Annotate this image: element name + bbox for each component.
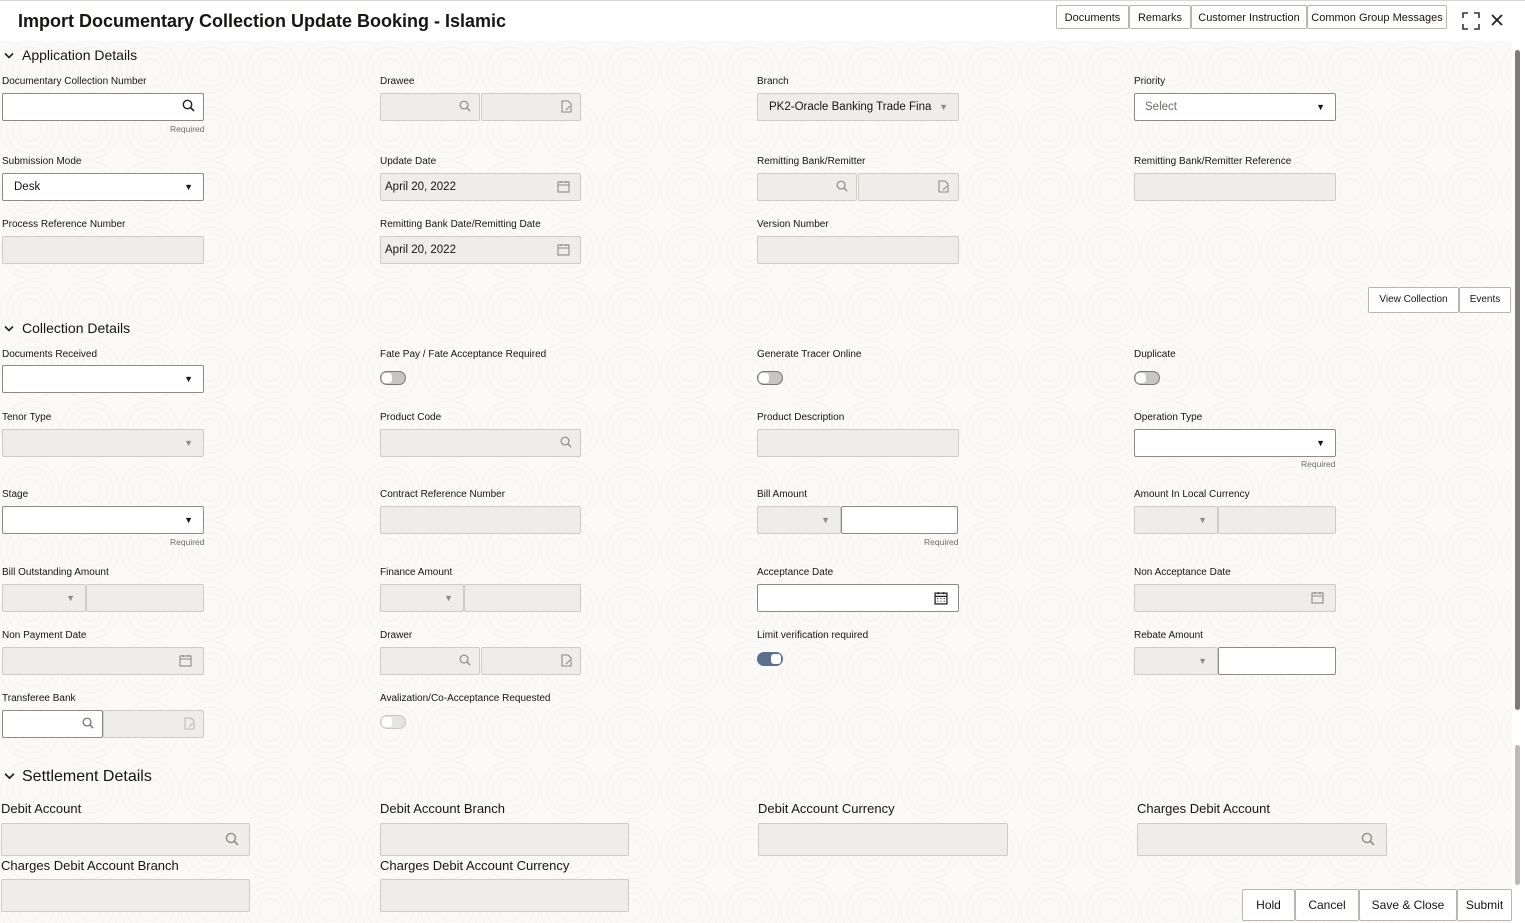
amount-local-currency-select[interactable]: [1134, 506, 1218, 534]
caret-down-icon: ▼: [184, 515, 193, 525]
bill-outstanding-input[interactable]: [86, 584, 204, 612]
search-icon[interactable]: [82, 717, 94, 729]
debit-account-input[interactable]: [1, 823, 250, 856]
documents-received-label: Documents Received: [2, 349, 98, 360]
limit-verification-toggle[interactable]: [757, 652, 783, 666]
section-title-text: Application Details: [22, 47, 138, 63]
fate-pay-toggle[interactable]: [380, 371, 406, 385]
avalization-toggle[interactable]: [380, 715, 406, 729]
caret-down-icon: ▼: [184, 182, 193, 192]
scrollbar-thumb[interactable]: [1515, 50, 1520, 710]
caret-down-icon: ▼: [1316, 438, 1325, 448]
chevron-down-icon: [4, 772, 14, 784]
caret-down-icon: ▼: [935, 94, 948, 120]
non-acceptance-date-label: Non Acceptance Date: [1134, 567, 1231, 578]
debit-account-currency-input[interactable]: [758, 823, 1008, 856]
search-icon[interactable]: [459, 654, 471, 666]
caret-down-icon: ▼: [1198, 515, 1207, 525]
charges-debit-branch-input[interactable]: [1, 879, 250, 912]
caret-down-icon: ▼: [66, 593, 75, 603]
section-settlement-details[interactable]: [4, 768, 152, 786]
tenor-type-select[interactable]: [2, 429, 204, 457]
product-description-label: Product Description: [757, 412, 845, 423]
required-hint: Required: [924, 537, 959, 547]
bill-amount-currency-select[interactable]: [757, 506, 841, 534]
debit-account-branch-input[interactable]: [380, 823, 629, 856]
stage-label: Stage: [2, 489, 29, 500]
caret-down-icon: ▼: [184, 374, 193, 384]
contract-ref-input[interactable]: [380, 506, 581, 534]
calendar-icon[interactable]: [557, 180, 570, 193]
window-header: [0, 0, 1525, 41]
drawer-label: Drawer: [380, 630, 413, 641]
submission-mode-select[interactable]: [2, 173, 204, 201]
priority-select[interactable]: [1134, 93, 1336, 121]
documents-button[interactable]: Documents: [1056, 5, 1129, 29]
update-date-label: Update Date: [380, 156, 437, 167]
charges-debit-branch-label: Charges Debit Account Branch: [1, 858, 179, 873]
product-code-label: Product Code: [380, 412, 442, 423]
page-title: Import Documentary Collection Update Booking - Islamic: [18, 11, 507, 31]
charges-debit-currency-label: Charges Debit Account Currency: [380, 858, 570, 873]
finance-amount-input[interactable]: [464, 584, 581, 612]
chevron-down-icon: [4, 324, 14, 336]
submission-mode-label: Submission Mode: [2, 156, 82, 167]
search-icon[interactable]: [459, 100, 471, 112]
update-date-input[interactable]: [380, 173, 581, 201]
rebate-amount-currency-select[interactable]: [1134, 647, 1218, 675]
required-hint: Required: [170, 124, 205, 134]
section-collection-details[interactable]: [4, 320, 130, 336]
calendar-icon[interactable]: [557, 243, 570, 256]
debit-account-branch-label: Debit Account Branch: [380, 801, 506, 816]
search-icon[interactable]: [1361, 832, 1375, 846]
scrollbar-thumb-secondary[interactable]: [1515, 745, 1520, 885]
stage-select[interactable]: [2, 506, 204, 534]
acceptance-date-label: Acceptance Date: [757, 567, 834, 578]
version-number-input[interactable]: [757, 236, 959, 264]
remarks-button[interactable]: Remarks: [1129, 5, 1191, 29]
customer-instruction-button[interactable]: Customer Instruction: [1191, 5, 1307, 29]
section-title-text: Collection Details: [22, 320, 131, 336]
amount-local-label: Amount In Local Currency: [1134, 489, 1250, 500]
documents-received-select[interactable]: [2, 365, 204, 393]
calendar-icon[interactable]: [934, 591, 948, 605]
expand-icon[interactable]: [1462, 12, 1480, 30]
caret-down-icon: ▼: [184, 438, 193, 448]
caret-down-icon: ▼: [821, 515, 830, 525]
acceptance-date-input[interactable]: [757, 584, 959, 612]
bill-outstanding-currency-select[interactable]: [2, 584, 86, 612]
update-date-value: April 20, 2022: [385, 181, 456, 193]
transferee-bank-label: Transferee Bank: [2, 693, 76, 704]
document-edit-icon[interactable]: [561, 100, 572, 113]
remitting-bank-date-input[interactable]: [380, 236, 581, 264]
hold-button[interactable]: Hold: [1242, 889, 1295, 921]
caret-down-icon: ▼: [1198, 656, 1207, 666]
product-code-input[interactable]: [380, 429, 581, 457]
document-edit-icon[interactable]: [561, 654, 572, 667]
remitting-bank-date-label: Remitting Bank Date/Remitting Date: [380, 219, 541, 230]
fate-pay-label: Fate Pay / Fate Acceptance Required: [380, 349, 547, 360]
bill-amount-label: Bill Amount: [757, 489, 808, 500]
save-close-button[interactable]: Save & Close: [1359, 889, 1457, 921]
non-payment-date-label: Non Payment Date: [2, 630, 87, 641]
bill-amount-input[interactable]: [841, 506, 958, 534]
finance-amount-currency-select[interactable]: [380, 584, 464, 612]
remitting-bank-ref-input[interactable]: [1134, 173, 1336, 201]
tenor-type-label: Tenor Type: [2, 412, 52, 423]
amount-local-input[interactable]: [1218, 506, 1336, 534]
calendar-icon[interactable]: [179, 654, 192, 667]
chevron-down-icon: [4, 51, 14, 63]
doc-collection-number-input[interactable]: [2, 93, 204, 121]
debit-account-currency-label: Debit Account Currency: [758, 801, 895, 816]
submission-mode-value: Desk: [14, 181, 41, 193]
search-icon[interactable]: [836, 180, 848, 192]
product-description-input[interactable]: [757, 429, 959, 457]
bill-outstanding-label: Bill Outstanding Amount: [2, 567, 109, 578]
remitting-bank-label: Remitting Bank/Remitter: [757, 156, 866, 167]
section-application-details[interactable]: [4, 47, 137, 63]
charges-debit-account-input[interactable]: [1137, 823, 1387, 856]
search-icon[interactable]: [225, 832, 239, 846]
branch-value: PK2-Oracle Banking Trade Fina: [769, 101, 932, 113]
version-number-label: Version Number: [757, 219, 829, 230]
avalization-label: Avalization/Co-Acceptance Requested: [380, 693, 551, 704]
close-icon[interactable]: [1490, 13, 1504, 27]
duplicate-label: Duplicate: [1134, 349, 1176, 360]
finance-amount-label: Finance Amount: [380, 567, 453, 578]
rebate-amount-input[interactable]: [1218, 647, 1336, 675]
cancel-button[interactable]: Cancel: [1295, 889, 1359, 921]
rebate-amount-label: Rebate Amount: [1134, 630, 1203, 641]
process-ref-label: Process Reference Number: [2, 219, 126, 230]
charges-debit-currency-input[interactable]: [380, 879, 629, 912]
caret-down-icon: ▼: [1316, 102, 1325, 112]
section-title-text: Settlement Details: [22, 768, 152, 785]
required-hint: Required: [1301, 459, 1336, 469]
search-icon[interactable]: [560, 436, 572, 448]
submit-button[interactable]: Submit: [1457, 889, 1512, 921]
non-acceptance-date-input[interactable]: [1134, 584, 1336, 612]
view-collection-button[interactable]: View Collection: [1368, 287, 1459, 313]
common-group-messages-button[interactable]: Common Group Messages: [1307, 5, 1447, 29]
debit-account-label: Debit Account: [1, 801, 82, 816]
branch-select[interactable]: [757, 93, 959, 121]
priority-value: Select: [1145, 101, 1177, 113]
operation-type-label: Operation Type: [1134, 412, 1203, 423]
process-ref-input[interactable]: [2, 236, 204, 264]
generate-tracer-label: Generate Tracer Online: [757, 349, 862, 360]
non-payment-date-input[interactable]: [2, 647, 204, 675]
branch-label: Branch: [757, 76, 789, 87]
remitting-bank-ref-label: Remitting Bank/Remitter Reference: [1134, 156, 1292, 167]
duplicate-toggle[interactable]: [1134, 371, 1160, 385]
document-edit-icon[interactable]: [184, 717, 195, 730]
document-edit-icon[interactable]: [938, 180, 949, 193]
search-icon[interactable]: [182, 99, 195, 112]
contract-ref-label: Contract Reference Number: [380, 489, 506, 500]
generate-tracer-toggle[interactable]: [757, 371, 783, 385]
limit-verification-label: Limit verification required: [757, 630, 869, 641]
required-hint: Required: [170, 537, 205, 547]
operation-type-select[interactable]: [1134, 429, 1336, 457]
priority-label: Priority: [1134, 76, 1166, 87]
drawee-label: Drawee: [380, 76, 415, 87]
calendar-icon[interactable]: [1311, 591, 1324, 604]
doc-collection-number-label: Documentary Collection Number: [2, 76, 147, 87]
charges-debit-account-label: Charges Debit Account: [1137, 801, 1270, 816]
caret-down-icon: ▼: [444, 593, 453, 603]
remitting-bank-date-value: April 20, 2022: [385, 244, 456, 256]
events-button[interactable]: Events: [1459, 287, 1511, 313]
